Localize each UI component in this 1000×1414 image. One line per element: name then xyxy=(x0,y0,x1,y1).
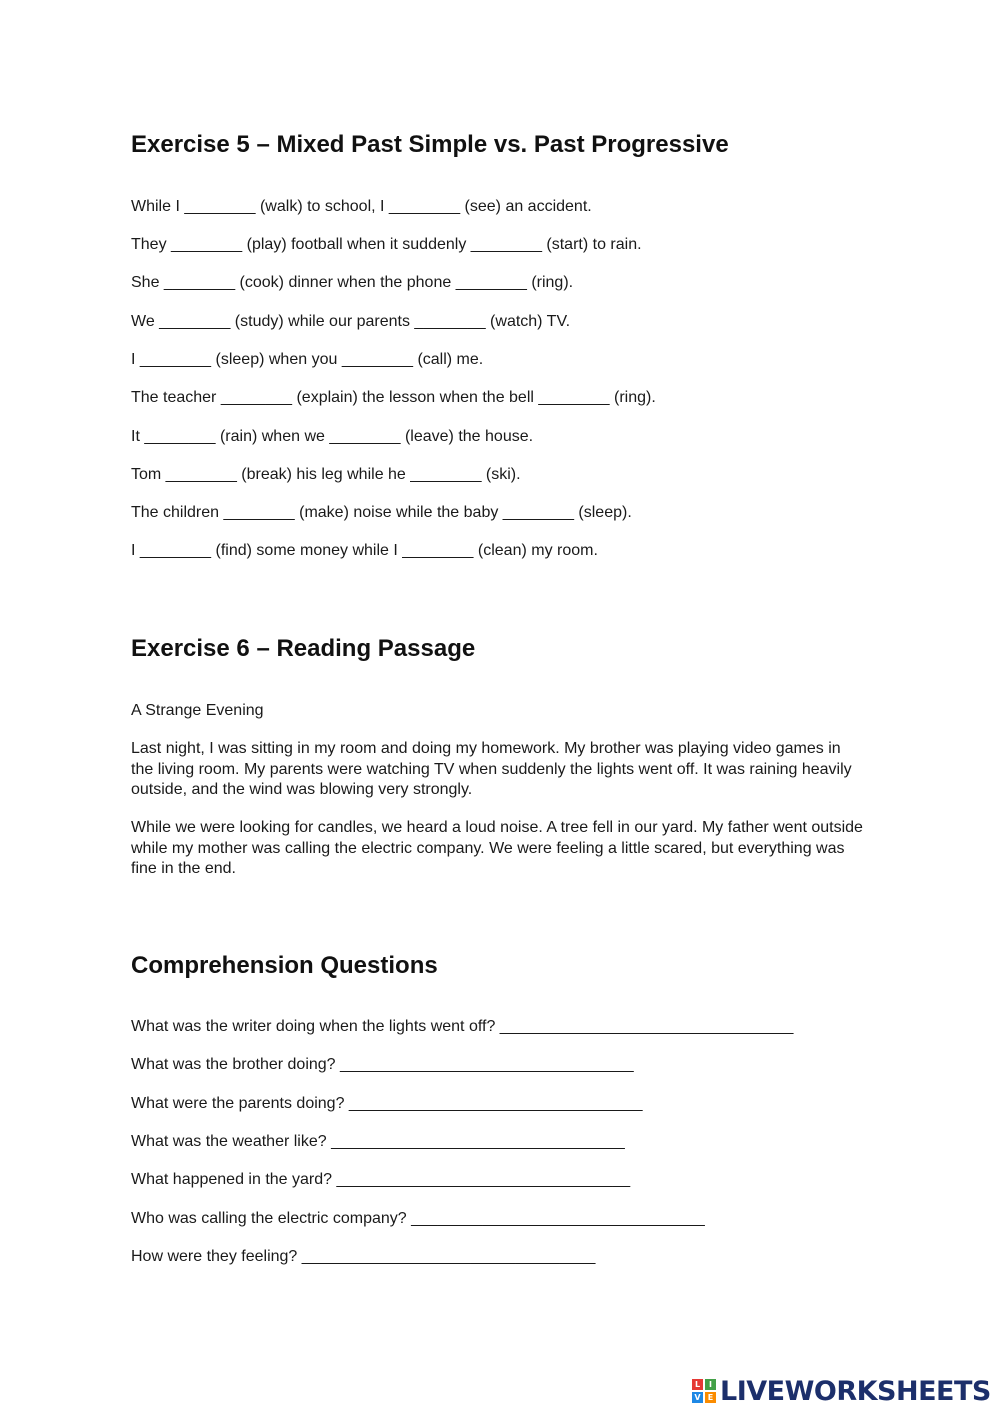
comprehension-title: Comprehension Questions xyxy=(131,952,438,979)
liveworksheets-wordmark: LIVEWORKSHEETS xyxy=(720,1375,991,1407)
exercise5-item: We ________ (study) while our parents ________ (watch) TV. xyxy=(131,313,571,330)
exercise5-item: Tom ________ (break) his leg while he ________ (ski). xyxy=(131,466,521,483)
exercise5-item: I ________ (sleep) when you ________ (call) me. xyxy=(131,351,484,368)
comprehension-question: What were the parents doing? _________________________________ xyxy=(131,1095,643,1112)
comprehension-question: How were they feeling? _________________________________ xyxy=(131,1248,596,1265)
exercise5-item: She ________ (cook) dinner when the phone ________ (ring). xyxy=(131,274,574,291)
comprehension-question: What happened in the yard? _________________________________ xyxy=(131,1171,631,1188)
exercise5-item: The children ________ (make) noise while the baby ________ (sleep). xyxy=(131,504,632,521)
exercise5-title: Exercise 5 – Mixed Past Simple vs. Past Progressive xyxy=(131,131,729,158)
passage-paragraph: Last night, I was sitting in my room and doing my homework. My brother was playing video games in the living room. My parents were watching TV when suddenly the lights went off. It was raining heavily outside, and the wind was blowing very strongly. xyxy=(131,740,852,798)
mark-cell: I xyxy=(705,1379,716,1390)
liveworksheets-logo[interactable] xyxy=(692,1374,991,1408)
exercise5-item: They ________ (play) football when it suddenly ________ (start) to rain. xyxy=(131,236,642,253)
exercise5-item: It ________ (rain) when we ________ (leave) the house. xyxy=(131,428,534,445)
passage-paragraph: While we were looking for candles, we heard a loud noise. A tree fell in our yard. My father went outside while my mother was calling the electric company. We were feeling a little scared, but everything was fine in the end. xyxy=(131,819,863,877)
comprehension-question: Who was calling the electric company? _________________________________ xyxy=(131,1210,705,1227)
mark-cell: E xyxy=(705,1392,716,1403)
mark-cell: L xyxy=(692,1379,703,1390)
mark-cell: V xyxy=(692,1392,703,1403)
comprehension-question: What was the brother doing? _________________________________ xyxy=(131,1056,634,1073)
exercise5-item: The teacher ________ (explain) the lesson when the bell ________ (ring). xyxy=(131,389,656,406)
liveworksheets-mark-icon xyxy=(692,1379,716,1403)
passage-subtitle: A Strange Evening xyxy=(131,702,264,719)
exercise5-item: While I ________ (walk) to school, I ________ (see) an accident. xyxy=(131,198,592,215)
comprehension-question: What was the weather like? _________________________________ xyxy=(131,1133,625,1150)
exercise5-item: I ________ (find) some money while I ________ (clean) my room. xyxy=(131,542,598,559)
comprehension-question: What was the writer doing when the lights went off? _________________________________ xyxy=(131,1018,794,1035)
exercise6-title: Exercise 6 – Reading Passage xyxy=(131,635,476,662)
